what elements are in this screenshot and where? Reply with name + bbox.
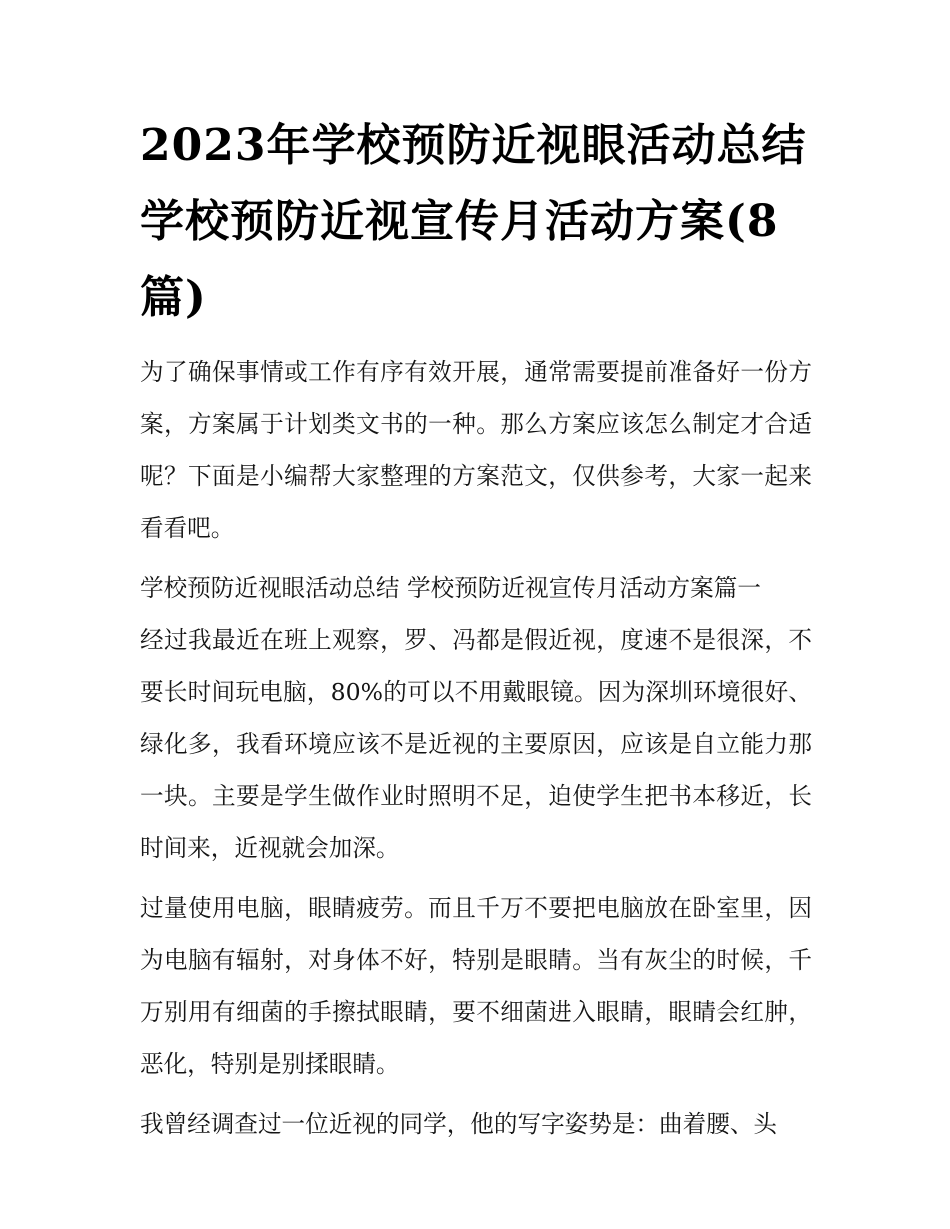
body-paragraph-3: 我曾经调查过一位近视的同学，他的写字姿势是：曲着腰、头 — [140, 1110, 778, 1138]
body-paragraph-2: 过量使用电脑，眼睛疲劳。而且千万不要把电脑放在卧室里，因为电脑有辐射，对身体不好，特别是眼睛。当有灰尘的时候，千万别用有细菌的手擦拭眼睛，要不细菌进入眼睛，眼睛会红肿，恶化，特别是别揉眼睛。 — [140, 894, 812, 1078]
body-paragraph-1: 经过我最近在班上观察，罗、冯都是假近视，度速不是很深，不要长时间玩电脑，80%的可以不用戴眼镜。因为深圳环境很好、绿化多，我看环境应该不是近视的主要原因，应该是自立能力那一块。主要是学生做作业时照明不足，迫使学生把书本移近，长时间来，近视就会加深。 — [140, 626, 812, 862]
document-title: 2023年学校预防近视眼活动总结 学校预防近视宣传月活动方案(8篇) — [140, 120, 807, 323]
intro-paragraph: 为了确保事情或工作有序有效开展，通常需要提前准备好一份方案，方案属于计划类文书的一种。那么方案应该怎么制定才合适呢？下面是小编帮大家整理的方案范文，仅供参考，大家一起来看看吧。 — [140, 358, 812, 542]
document-page — [140, 108, 812, 1158]
section-heading: 学校预防近视眼活动总结 学校预防近视宣传月活动方案篇一 — [140, 574, 761, 602]
